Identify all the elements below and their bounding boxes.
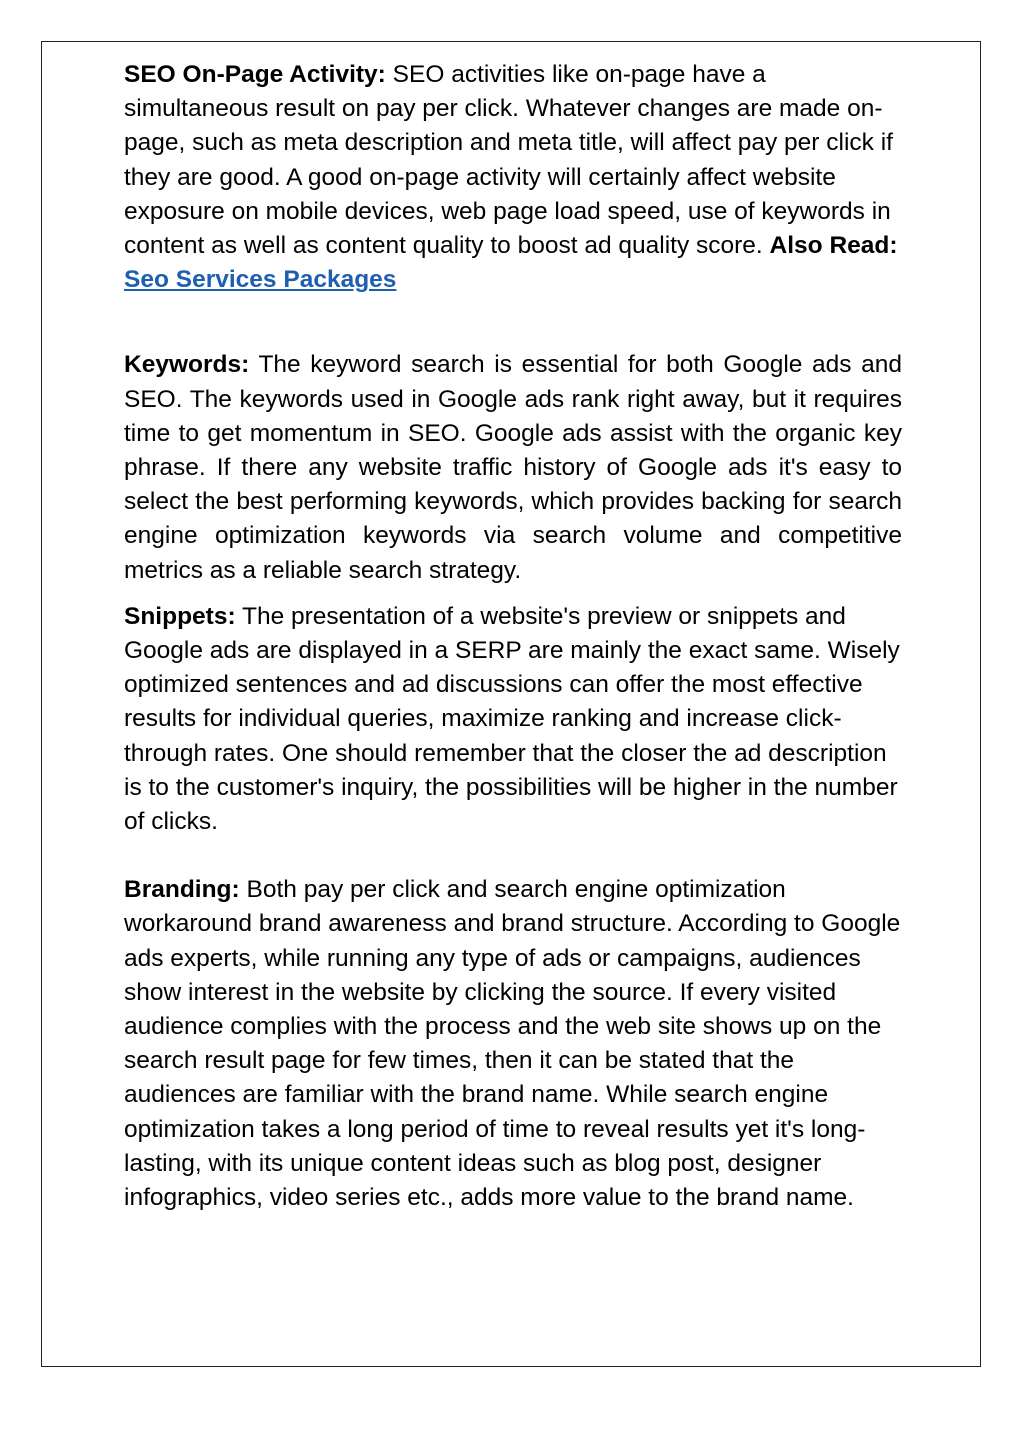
paragraph-branding — [124, 873, 902, 1215]
text-seo-on-page: SEO activities like on-page have a simultaneous result on pay per click. Whatever changes are made on-page, such as meta description and meta title, will affect pay per click if they are good. A good on-page activity will certainly affect website exposure on mobile devices, web page load speed, use of keywords in content as well as content quality to boost ad quality score. — [124, 61, 893, 260]
paragraph-seo-on-page — [124, 58, 902, 297]
heading-keywords: Keywords: — [124, 351, 250, 379]
text-keywords: The keyword search is essential for both Google ads and SEO. The keywords used in Google ads rank right away, but it requires time to get momentum in SEO. Google ads assist with the organic key phrase. If there any website traffic history of Google ads it's easy to select the best performing keywords, which provides backing for search engine optimization keywords via search volume and competitive metrics as a reliable search strategy. — [124, 351, 902, 584]
text-snippets: The presentation of a website's preview or snippets and Google ads are displayed in a SERP are mainly the exact same. Wisely optimized sentences and ad discussions can offer the most effective results for individual queries, maximize ranking and increase click-through rates. One should remember that the closer the ad description is to the customer's inquiry, the possibilities will be higher in the number of clicks. — [124, 602, 900, 836]
heading-snippets: Snippets: — [124, 602, 236, 630]
heading-branding: Branding: — [124, 876, 240, 904]
seo-services-packages-link[interactable]: Seo Services Packages — [124, 266, 397, 294]
also-read-label: Also Read: — [769, 232, 898, 260]
heading-seo-on-page: SEO On-Page Activity: — [124, 61, 386, 88]
text-branding: Both pay per click and search engine optimization workaround brand awareness and brand structure. According to Google ads experts, while running any type of ads or campaigns, audiences show interest in the website by clicking the source. If every visited audience complies with the process and the web site shows up on the search result page for few times, then it can be stated that the audiences are familiar with the brand name. While search engine optimization takes a long period of time to reveal results yet it's long-lasting, with its unique content ideas such as blog post, designer infographics, video series etc., adds more value to the brand name. — [124, 876, 901, 1212]
paragraph-snippets — [124, 600, 902, 839]
paragraph-keywords — [124, 348, 902, 587]
document-body — [124, 58, 902, 1215]
